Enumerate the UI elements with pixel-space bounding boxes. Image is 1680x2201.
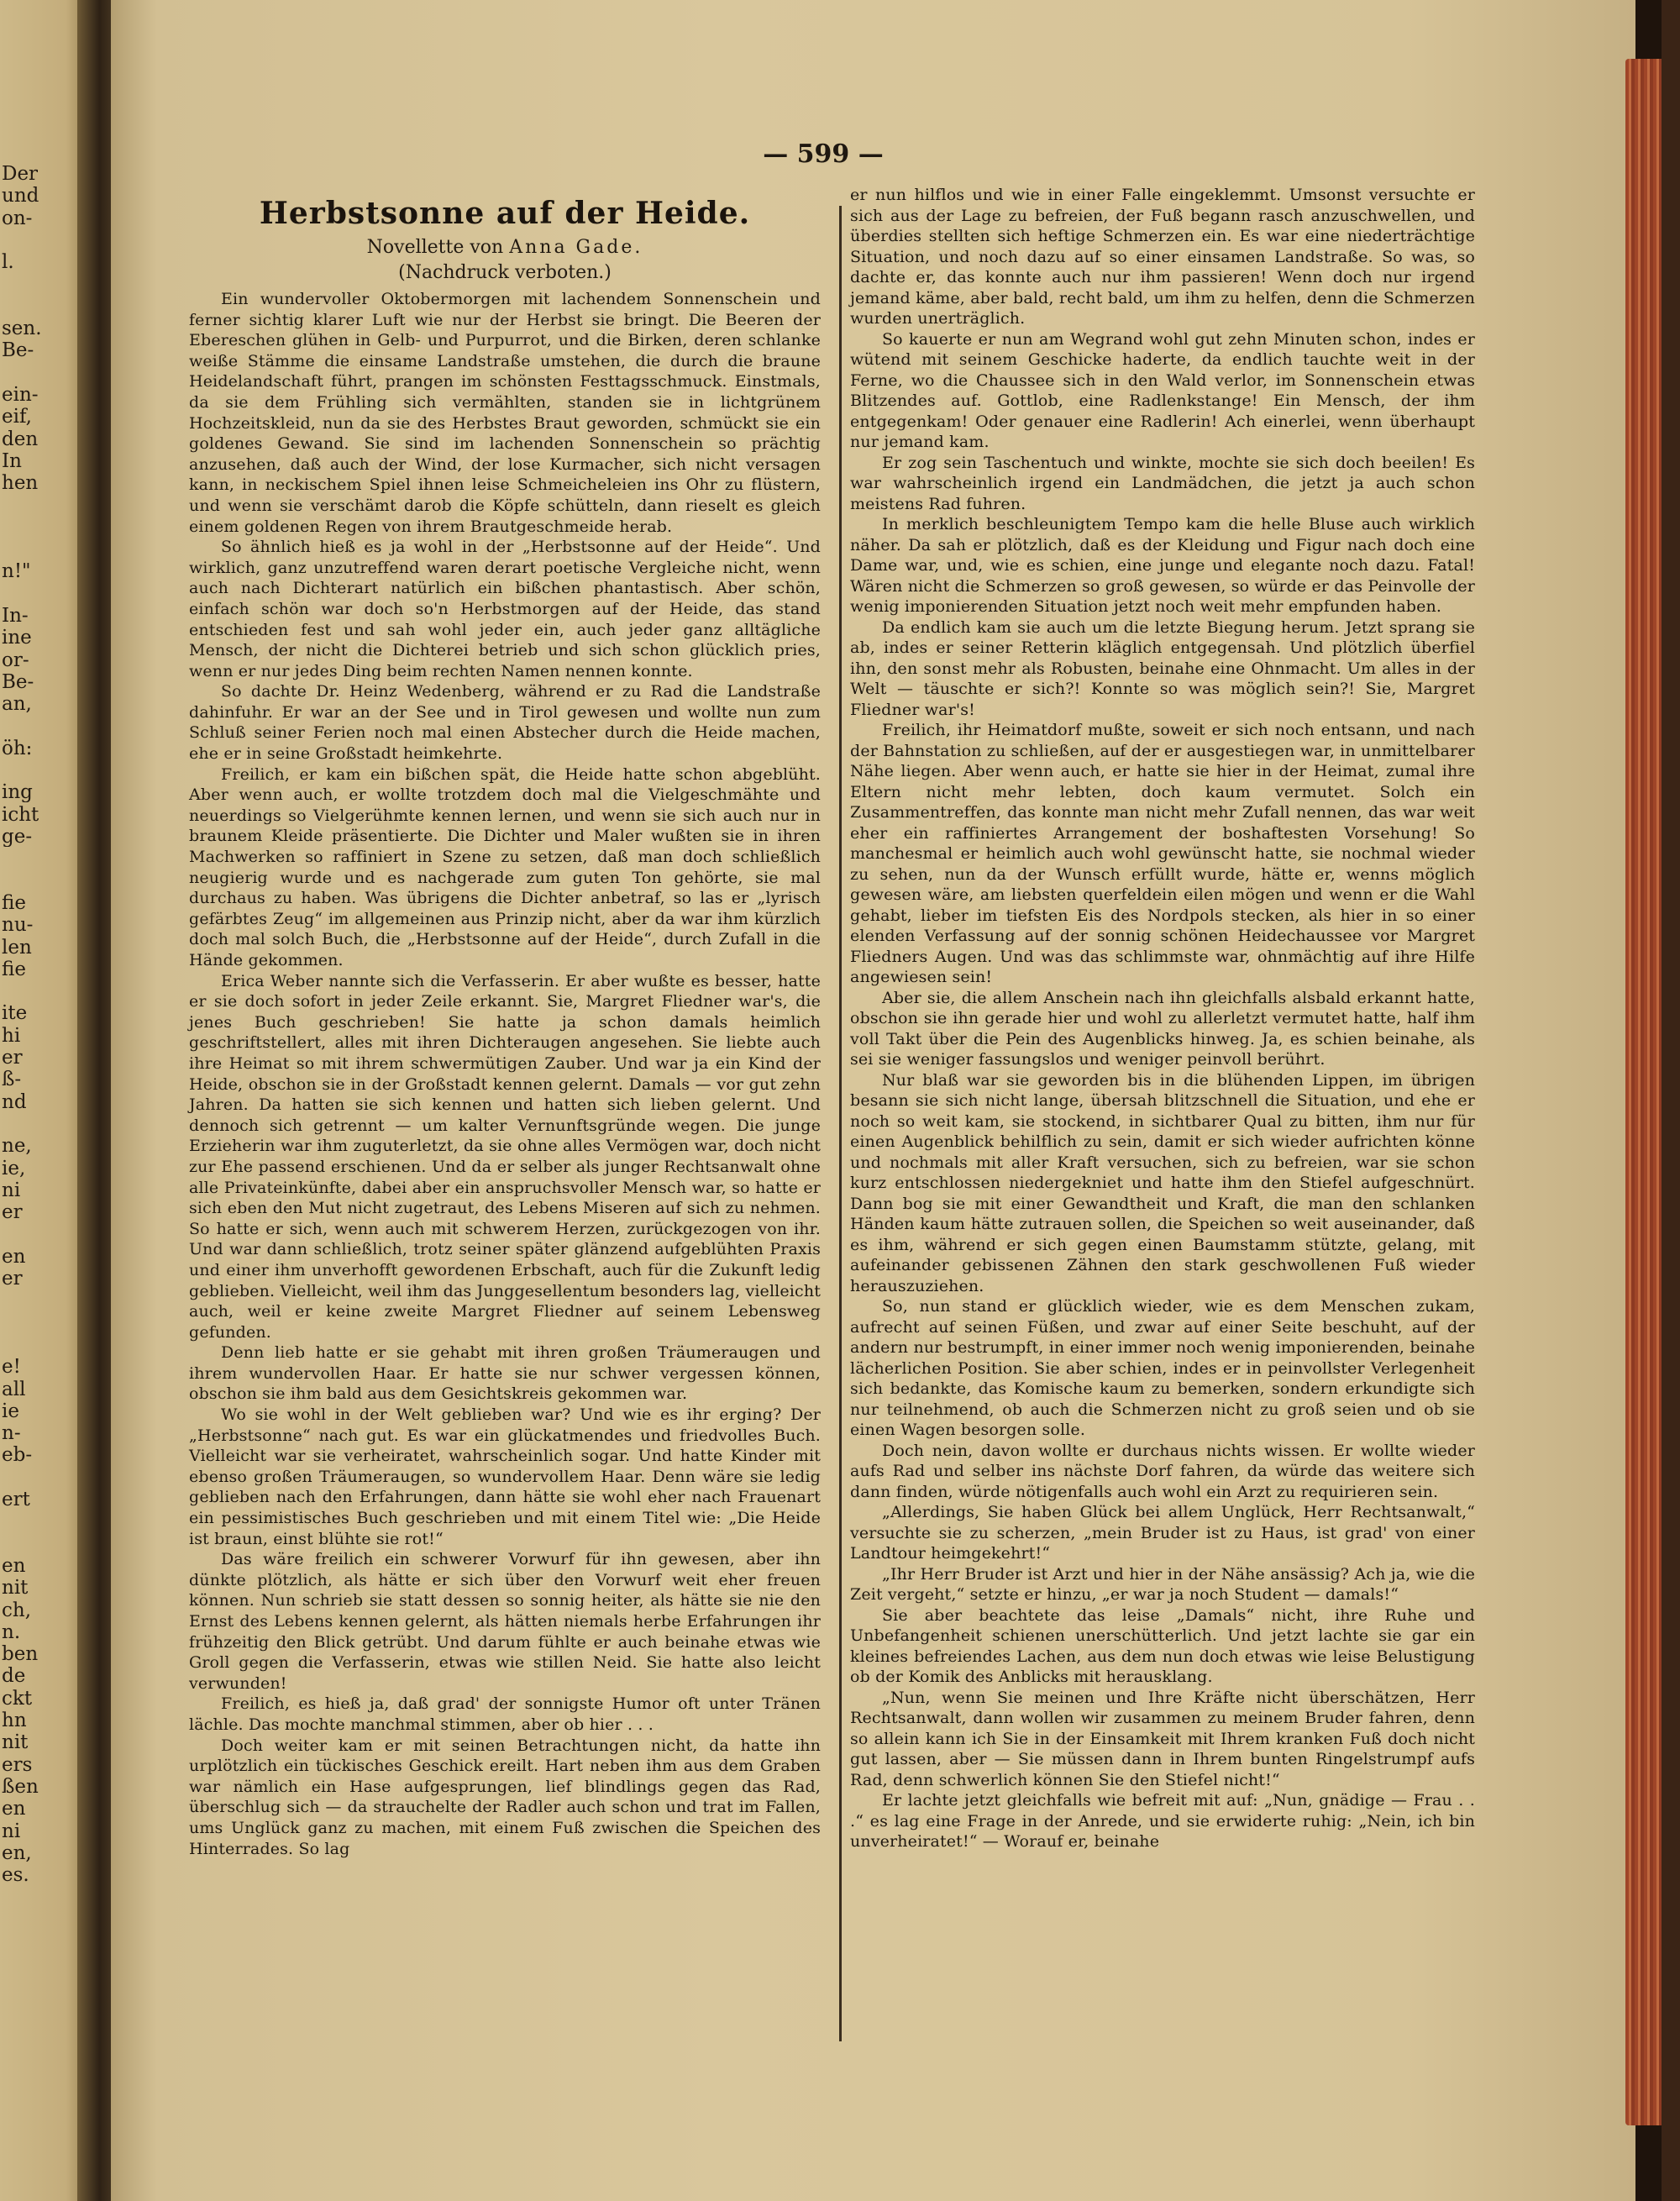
right-column (850, 185, 1475, 1852)
margin-fragment: on- (2, 207, 33, 229)
margin-fragment: er (2, 1048, 23, 1068)
paragraph: Freilich, er kam ein bißchen spät, die Heide hatte schon abgeblüht. Aber wenn auch, er wollte trotzdem doch mal die Vielgeschmähte und neuerdings so Vielgerühmte kennen lernen, und wenn sie sich auch nur in braunem Kleide präsentierte. Die Dichter und Maler wußten sie in ihren Machwerken so raffiniert in Szene zu setzen, daß man doch schließlich neugierig wurde und es nachgerade zum guten Ton gehörte, sie mal durchaus zu haben. Was übrigens die Dichter anbetraf, so las er „lyrisch gefärbtes Zeug“ im allgemeinen aus Prinzip nicht, aber da war ihm kürzlich doch mal solch Buch, die „Herbstsonne auf der Heide“, durch Zufall in die Hände gekommen. (189, 764, 821, 969)
margin-fragment: ch, (2, 1600, 32, 1621)
margin-fragment: ge- (2, 827, 33, 847)
margin-fragment: ni (2, 1179, 21, 1200)
byline-prefix: Novellette von (366, 237, 504, 258)
margin-fragment: den (2, 428, 39, 449)
margin-fragment: In- (2, 606, 29, 626)
margin-fragment: sen. (2, 318, 42, 339)
margin-fragment: ni (2, 1820, 21, 1841)
paragraph: So dachte Dr. Heinz Wedenberg, während er zu Rad die Landstraße dahinfuhr. Er war an der See und in Tirol gewesen und wollte nun zum Schluß seiner Ferien noch mal einen Abstecher durch die Heide machen, ehe er in seine Großstadt heimkehrte. (189, 682, 821, 764)
margin-fragment: eb- (2, 1445, 33, 1466)
paragraph: Freilich, es hieß ja, daß grad' der sonnigste Humor oft unter Tränen lächle. Das mochte manchmal stimmen, aber ob hier . . . (189, 1694, 821, 1734)
paragraph: „Nun, wenn Sie meinen und Ihre Kräfte nicht überschätzen, Herr Rechtsanwalt, dann wollen wir zusammen zu meinem Bruder fahren, denn so allein kann ich Sie in der Einsamkeit mit Ihrem kranken Fuß doch nicht gut lassen, aber — Sie müssen dann in Ihrem bunten Ringelstrumpf aufs Rad, denn schwerlich können Sie den Stiefel nicht!“ (850, 1688, 1475, 1789)
margin-fragment: er (2, 1202, 23, 1223)
paragraph: Er zog sein Taschentuch und winkte, mochte sie sich doch beeilen! Es war wahrscheinlich irgend ein Landmädchen, die jetzt ja auch schon meistens Rad fuhren. (850, 453, 1475, 513)
left-column (189, 195, 821, 1859)
margin-fragment: an, (2, 694, 32, 715)
paragraph: Aber sie, die allem Anschein nach ihn gleichfalls alsbald erkannt hatte, obschon sie ihn gerade hier und wohl zu allerletzt vermutet hatte, half ihm voll Takt über die Pein des Augenblicks hinweg. Ja, es schien beinahe, als sei sie weniger fassungslos und weniger peinvoll berührt. (850, 988, 1475, 1069)
paragraph: So ähnlich hieß es ja wohl in der „Herbstsonne auf der Heide“. Und wirklich, ganz unzutreffend waren derart poetische Vergleiche nicht, wenn auch nach Dichterart natürlich ein bißchen phantastisch. Aber schön, einfach schön war doch so'n Herbstmorgen auf der Heide, das stand entschieden fest und sah wohl jeder ein, auch jeder ganz alltägliche Mensch, der nicht die Dichterei betrieb und sich schon glücklich pries, wenn er nur jedes Ding beim rechten Namen nennen konnte. (189, 538, 821, 680)
margin-fragment: ers (2, 1754, 33, 1775)
margin-fragment: e! (2, 1357, 21, 1378)
paragraph: Wo sie wohl in der Welt geblieben war? Und wie es ihr erging? Der „Herbstsonne“ nach gut. Es war ein glückatmendes und friedvolles Buch. Vielleicht war sie verheiratet, wahrscheinlich sogar. Und hatte Kinder mit ebenso großen Träumeraugen, so wundervollem Haar. Denn wäre sie ledig geblieben nach den Erfahrungen, dann hätte sie wohl eher nach Frauenart ein pessimistisches Buch geschrieben und mit einem Titel wie: „Die Heide ist braun, einst blühte sie rot!“ (189, 1405, 821, 1548)
margin-fragment: In (2, 450, 22, 471)
margin-fragment: fie (2, 959, 26, 980)
paragraph: Denn lieb hatte er sie gehabt mit ihren großen Träumeraugen und ihrem wundervollen Haar. Er hatte sie nur schwer vergessen können, obschon sie ihm bald aus dem Gesichtskreis gekommen war. (189, 1343, 821, 1404)
paragraph: Doch weiter kam er mit seinen Betrachtungen nicht, da hatte ihn urplötzlich ein tückisches Geschick ereilt. Hart neben ihm aus dem Graben war nämlich ein Hase aufgesprungen, lief blindlings gegen das Rad, überschlug sich — da strauchelte der Radler auch schon und trat im Fallen, ums Unglück ganz zu machen, mit einem Fuß zwischen die Speichen des Hinterrades. So lag (189, 1736, 821, 1858)
column-divider (839, 206, 842, 2041)
margin-fragment: ert (2, 1489, 30, 1510)
margin-fragment: Be- (2, 671, 34, 692)
margin-fragment: l. (2, 252, 14, 273)
margin-fragment: nd (2, 1091, 27, 1112)
article-byline (189, 235, 821, 260)
paragraph: Erica Weber nannte sich die Verfasserin. Er aber wußte es besser, hatte er sie doch sofort in jeder Zeile erkannt. Sie, Margret Fliedner war's, die jenes Buch geschrieben! Sie hatte ja schon damals heimlich geschriftstellert, alles mit ihren Dichteraugen angesehen. Sie liebte auch ihre Heimat so mit ihrem schwermütigen Zauber. Und war ja ein Kind der Heide, obschon sie in der Großstadt kennen gelernt. Damals — vor gut zehn Jahren. Da hatten sie sich kennen und hatten sich lieben gelernt. Und dennoch sich getrennt — um kalter Vernunftsgründe wegen. Die junge Erzieherin war ihm zuguterletzt, da sie ohne alles Vermögen war, doch nicht zur Ehe passend erschienen. Und da er selber als junger Rechtsanwalt ohne alle Privateinkünfte, dabei aber ein anspruchsvoller Mensch war, so hatte er sich eben den Mut nicht zugetraut, des Lebens Miseren auf sich zu nehmen. So hatte er sich, wenn auch mit schwerem Herzen, zurückgezogen von ihr. Und war dann schließlich, trotz seiner später glänzend aufgeblühten Praxis und einer ihm unverhofft gewordenen Erbschaft, auch für die Zukunft ledig geblieben. Vielleicht, weil ihm das Junggesellentum besonders lag, vielleicht auch, weil er keine zweite Margret Fliedner auf seinem Lebensweg gefunden. (189, 971, 821, 1342)
paragraph: er nun hilflos und wie in einer Falle eingeklemmt. Umsonst versuchte er sich aus der Lage zu befreien, der Fuß begann rasch anzuschwellen, und überdies stellten sich heftige Schmerzen ein. Es war eine niederträchtige Situation, und noch dazu auf so einer einsamen Landstraße. So was, so dachte er, das konnte auch nur ihm passieren! Wenn doch nur irgend jemand käme, aber bald, recht bald, um ihm zu helfen, denn die Schmerzen wurden unerträglich. (850, 186, 1475, 328)
paragraph: Da endlich kam sie auch um die letzte Biegung herum. Jetzt sprang sie ab, indes er seiner Retterin kläglich entgegensah. Und plötzlich überfiel ihn, den sonst mehr als Robusten, beinahe eine Ohnmacht. Um alles in der Welt — täuschte er sich?! Konnte so was möglich sein?! Sie, Margret Fliedner war's! (850, 617, 1475, 719)
margin-fragment: ing (2, 782, 33, 803)
margin-fragment: en, (2, 1842, 32, 1863)
margin-fragment: ne, (2, 1136, 32, 1157)
margin-fragment: fie (2, 892, 26, 913)
margin-fragment: ßen (2, 1776, 39, 1797)
margin-fragment: icht (2, 804, 39, 825)
margin-fragment: ein- (2, 385, 39, 405)
author-name: Anna Gade. (509, 237, 643, 258)
margin-fragment: Der (2, 164, 39, 184)
left-page-edge (0, 0, 88, 2201)
book-cover-edge (1662, 0, 1680, 2201)
margin-fragment: hi (2, 1025, 21, 1046)
margin-fragment: or- (2, 649, 29, 670)
article-title: Herbstsonne auf der Heide. (259, 196, 751, 231)
margin-fragment: n!" (2, 561, 31, 582)
margin-fragment: n- (2, 1423, 21, 1444)
paragraph: Doch nein, davon wollte er durchaus nichts wissen. Er wollte wieder aufs Rad und selber ins nächste Dorf fahren, da würde das weitere sich dann finden, würde nötigenfalls auch wohl ein Arzt zu requirieren sein. (850, 1441, 1475, 1501)
margin-fragment: hen (2, 473, 39, 494)
margin-fragment: ie, (2, 1158, 26, 1179)
margin-fragment: hn (2, 1710, 27, 1731)
margin-fragment: es. (2, 1865, 29, 1886)
margin-fragment: er (2, 1269, 23, 1289)
left-page-text-fragments (0, 164, 88, 1928)
paragraph: Nur blaß war sie geworden bis in die blühenden Lippen, im übrigen besann sie sich nicht lange, übersah blitzschnell die Situation, und ehe er noch so weit kam, sie stockend, in sichtbarer Qual zu bitten, ihm nur für einen Augenblick behilflich zu sein, damit er sich wieder aufrichten könne und nochmals mit aller Kraft versuchen, sich zu befreien, war sie schon kurz entschlossen niedergekniet und hatte ihm den Stiefel aufgeschnürt. Dann bog sie mit einer Gewandtheit und Kraft, die man den schlanken Händen kaum hätte zutrauen sollen, die Speichen so weit auseinander, daß es ihm, während er sich gegen einen Baumstamm stützte, gelang, mit aufeinander gebissenen Zähnen den stark geschwollenen Fuß wieder herauszuziehen. (850, 1070, 1475, 1295)
margin-fragment: len (2, 937, 32, 958)
paragraph: „Allerdings, Sie haben Glück bei allem Unglück, Herr Rechtsanwalt,“ versuchte sie zu scherzen, „mein Bruder ist zu Haus, ist grad' von einer Landtour heimgekehrt!“ (850, 1503, 1475, 1563)
paragraph: „Ihr Herr Bruder ist Arzt und hier in der Nähe ansässig? Ach ja, wie die Zeit vergeht,“ setzte er hinzu, „er war ja noch Student — damals!“ (850, 1564, 1475, 1604)
margin-fragment: all (2, 1379, 26, 1400)
paragraph: Sie aber beachtete das leise „Damals“ nicht, ihre Ruhe und Unbefangenheit schienen unerschütterlich. Und jetzt lachte sie gar ein kleines befreiendes Lachen, aus dem nun doch etwas wie leise Belustigung ob der Komik des Anblicks mit herausklang. (850, 1605, 1475, 1686)
margin-fragment: ben (2, 1644, 39, 1665)
margin-fragment: Be- (2, 340, 34, 361)
paragraph: Ein wundervoller Oktobermorgen mit lachendem Sonnenschein und ferner sichtig klarer Luft wie nur der Herbst sie bringt. Die Beeren der Ebereschen glühen in Gelb- und Purpurrot, und die Birken, deren schlanke weiße Stämme die einsame Landstraße umstehen, die durch die braune Heidelandschaft führt, prangen im schönsten Festtagsschmuck. Einstmals, da sie dem Frühling sich vermählten, standen sie in lichtgrünem Hochzeitskleid, nun da sie des Herbstes Braut geworden, schmückt sie ein goldenes Gewand. Sie sind im lachenden Sonnenschein so prächtig anzusehen, daß auch der Wind, der lose Kurmacher, sich nicht versagen kann, in neckischem Spiel ihnen leise Schmeicheleien ins Ohr zu flüstern, und wenn sie verschämt darob die Köpfe schütteln, dann rieselt es gleich einem goldenen Regen von ihrem Brautgeschmeide herab. (189, 290, 821, 536)
paragraph: So kauerte er nun am Wegrand wohl gut zehn Minuten schon, indes er wütend mit seinem Geschicke haderte, da endlich tauchte weit in der Ferne, wo die Chaussee sich in den Wald verlor, im Sonnenschein etwas Blitzendes auf. Gottlob, eine Radlenkstange! Ein Mensch, der ihm entgegenkam! Oder genauer eine Radlerin! Ach einerlei, wenn überhaupt nur jemand kam. (850, 329, 1475, 451)
margin-fragment: eif, (2, 407, 32, 428)
paragraph: Das wäre freilich ein schwerer Vorwurf für ihn gewesen, aber ihn dünkte plötzlich, als hätte er sich über den Vorwurf weit eher freuen können. Nun schrieb sie statt dessen so sonnig heiter, als hätte sie nie den Ernst des Lebens kennen gelernt, als hätten niemals herbe Erfahrungen ihr frühzeitig den Blick getrübt. Und darum fühlte er auch beinahe etwas wie Groll gegen die Verfasserin, etwas wie stillen Neid. Sie hatte also leicht verwunden! (189, 1550, 821, 1693)
margin-fragment: ie (2, 1400, 19, 1421)
reprint-note: (Nachdruck verboten.) (398, 262, 612, 283)
left-column-body (189, 289, 821, 1859)
margin-fragment: nit (2, 1578, 29, 1599)
margin-fragment: ckt (2, 1688, 33, 1709)
margin-fragment: de (2, 1666, 26, 1687)
margin-fragment: en (2, 1799, 26, 1820)
margin-fragment: en (2, 1246, 26, 1267)
paragraph: In merklich beschleunigtem Tempo kam die helle Bluse auch wirklich näher. Da sah er plötzlich, daß es der Kleidung und Figur nach doch eine Dame war, und, wie es schien, eine junge und elegante noch dazu. Fatal! Wären nicht die Schmerzen so groß gewesen, so würde er das Peinvolle der wenig imponierenden Situation jetzt noch weit mehr empfunden haben. (850, 515, 1475, 616)
page-number: — 599 — (763, 139, 884, 169)
paragraph: Freilich, ihr Heimatdorf mußte, soweit er sich noch entsann, und nach der Bahnstation zu schließen, auf der er ausgestiegen war, in unmittelbarer Nähe liegen. Aber wenn auch, er hatte sie hier in der Heimat, zumal ihre Eltern nicht mehr lebten, doch kaum vermutet. Solch ein Zusammentreffen, das konnte man nicht mehr Zufall nennen, das war weit eher ein raffiniertes Arrangement der boshaftesten Vorsehung! So manchesmal er heimlich auch wohl gewünscht hatte, sie nochmal wieder zu sehen, nun da der Wunsch erfüllt wurde, hätte er, wenns möglich gewesen wäre, am liebsten querfeldein eilen mögen und wenn er die Wahl gehabt, lieber im tiefsten Eis des Nordpols stecken, als hier in so einer elenden Verfassung auf der sonnig schönen Heidechaussee vor Margret Fliedners Augen. Und was das schlimmste war, ohnmächtig auf ihre Hilfe angewiesen sein! (850, 721, 1475, 986)
margin-fragment: nit (2, 1732, 29, 1753)
paragraph: So, nun stand er glücklich wieder, wie es dem Menschen zukam, aufrecht auf seinen Füßen, und zwar auf einer Seite beschuht, auf der andern nur bestrumpft, in einer immer noch wenig imponierenden, beinahe lächerlichen Position. Sie aber schien, indes er in peinvollster Verlegenheit sich bedankte, das Komische kaum zu bemerken, sondern erkundigte sich nur teilnehmend, ob auch die Schmerzen nicht zu groß seien und ob sie einen Wagen besorgen solle. (850, 1297, 1475, 1439)
margin-fragment: nu- (2, 915, 34, 936)
margin-fragment: n. (2, 1621, 21, 1642)
margin-fragment: ite (2, 1003, 28, 1024)
right-column-body (850, 185, 1475, 1852)
margin-fragment: ine (2, 628, 32, 649)
paragraph: Er lachte jetzt gleichfalls wie befreit mit auf: „Nun, gnädige — Frau . . .“ es lag eine Frage in der Anrede, und sie erwiderte ruhig: „Nein, ich bin unverheiratet!“ — Worauf er, beinahe (850, 1791, 1475, 1851)
margin-fragment: und (2, 186, 39, 207)
page-block-edge (1625, 59, 1666, 2125)
margin-fragment: ß- (2, 1069, 22, 1090)
margin-fragment: en (2, 1555, 26, 1576)
margin-fragment: öh: (2, 738, 33, 759)
